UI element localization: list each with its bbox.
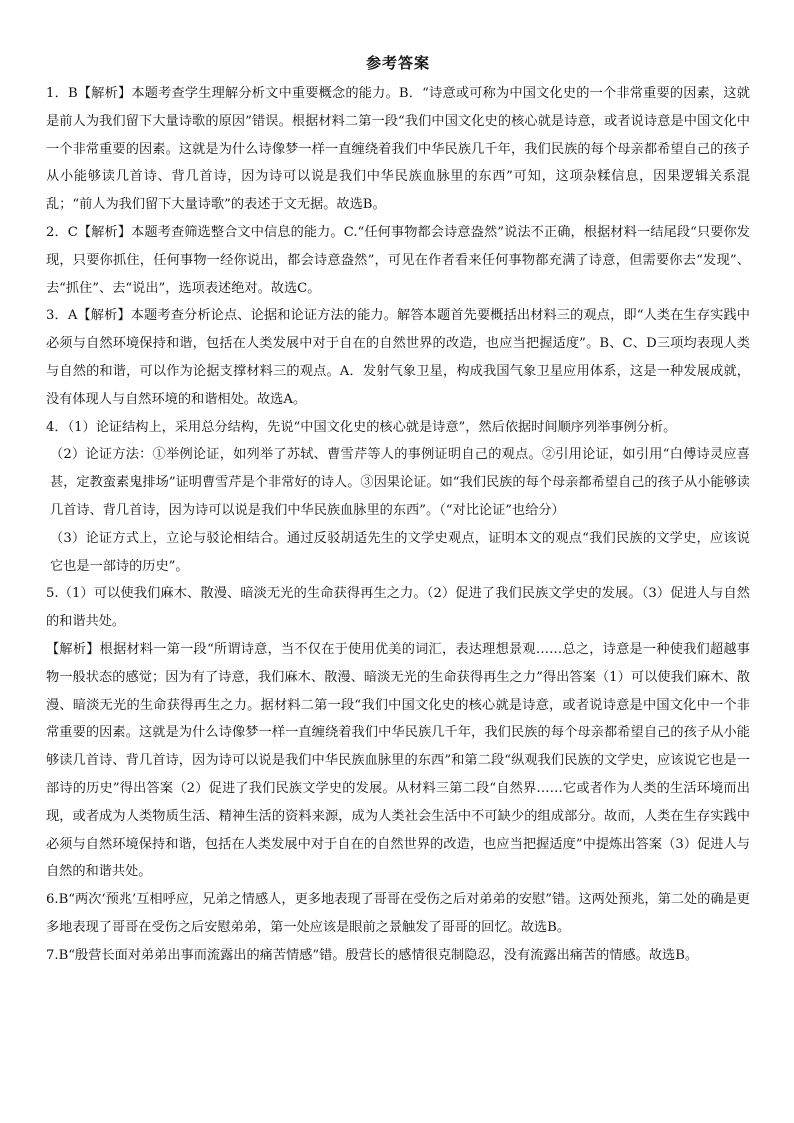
answer-2: 2．C【解析】本题考查筛选整合文中信息的能力。C.“任何事物都会诗意盎然”说法不正确，根据材料一结尾段“只要你发现，只要你抓住，任何事物一经你说出，都会诗意盎然”，可见在作者看来任何事物都充满了诗意，但需要你去“发现”、去“抓住”、去“说出”，选项表述绝对。故选C。: [46, 224, 750, 296]
answer-1: 1．B【解析】本题考查学生理解分析文中重要概念的能力。B．“诗意或可称为中国文化史的一个非常重要的因素，这就是前人为我们留下大量诗歌的原因”错误。根据材料二第一段“我们中国文化史的核心就是诗意，或者说诗意是中国文化中一个非常重要的因素。这就是为什么诗像梦一样一直缠绕着我们中华民族几千年，我们民族的每个母亲都希望自己的孩子从小能够读几首诗、背几首诗，因为诗可以说是我们中华民族血脉里的东西”可知，这项杂糅信息，因果逻辑关系混乱；“前人为我们留下大量诗歌”的表述于文无据。故选B。: [46, 86, 750, 213]
answer-document: [46, 52, 750, 970]
answer-4-part-2: （2）论证方法：①举例论证，如列举了苏轼、曹雪芹等人的事例证明自己的观点。②引用论证，如引用“白傅诗灵应喜甚，定教蛮素鬼排场”证明曹雪芹是个非常好的诗人。③因果论证。如“我们民族的每个母亲都希望自己的孩子从小能够读几首诗、背几首诗，因为诗可以说是我们中华民族血脉里的东西”。（“对比论证”也给分）: [50, 447, 750, 518]
answer-4-part-1: 4．（1）论证结构上，采用总分结构，先说“中国文化史的核心就是诗意”，然后依据时间顺序列举事例分析。: [46, 419, 677, 435]
answer-3: 3．A【解析】本题考查分析论点、论据和论证方法的能力。解答本题首先要概括出材料三的观点，即“人类在生存实践中必须与自然环境保持和谐，包括在人类发展中对于自在的自然世界的改造，也应当把握适度”。B、C、D三项均表现人类与自然的和谐，可以作为论据支撑材料三的观点。A．发射气象卫星，构成我国气象卫星应用体系，这是一种发展成就，没有体现人与自然环境的和谐相处。故选A。: [46, 308, 750, 407]
answer-5-analysis: 【解析】根据材料一第一段“所谓诗意，当不仅在于使用优美的词汇，表达理想景观……总之，诗意是一种使我们超越事物一般状态的感觉；因为有了诗意，我们麻木、散漫、暗淡无光的生命获得再生之力”得出答案（1）可以使我们麻木、散漫、暗淡无光的生命获得再生之力。据材料二第一段“我们中国文化史的核心就是诗意，或者说诗意是中国文化中一个非常重要的因素。这就是为什么诗像梦一样一直缠绕着我们中华民族几千年，我们民族的每个母亲都希望自己的孩子从小能够读几首诗、背几首诗，因为诗可以说是我们中华民族血脉里的东西”和第二段“纵观我们民族的文学史，应该说它也是一部诗的历史”得出答案（2）促进了我们民族文学史的发展。从材料三第二段“自然界……它或者作为人类的生活环境而出现，或者成为人类物质生活、精神生活的资料来源，成为人类社会生活中不可缺少的组成部分。故而，人类在生存实践中必须与自然环境保持和谐，包括在人类发展中对于自在的自然世界的改造，也应当把握适度”中提炼出答案（3）促进人与自然的和谐共处。: [46, 641, 750, 880]
page-title: 参考答案: [365, 54, 430, 72]
answer-6: 6.B“两次‘预兆’互相呼应，兄弟之情感人，更多地表现了哥哥在受伤之后对弟弟的安慰”错。这两处预兆，第二处的确是更多地表现了哥哥在受伤之后安慰弟弟，第一处应该是眼前之景触发了哥哥的回忆。故选B。: [46, 892, 750, 935]
answer-4-part-3: （3）论证方式上，立论与驳论相结合。通过反驳胡适先生的文学史观点，证明本文的观点“我们民族的文学史，应该说它也是一部诗的历史”。: [50, 530, 750, 574]
answer-7: 7.B“殷营长面对弟弟出事而流露出的痛苦情感”错。殷营长的感情很克制隐忍，没有流露出痛苦的情感。故选B。: [46, 947, 699, 963]
answer-5: 5.（1）可以使我们麻木、散漫、暗淡无光的生命获得再生之力。（2）促进了我们民族文学史的发展。（3）促进人与自然的和谐共处。: [46, 586, 750, 630]
